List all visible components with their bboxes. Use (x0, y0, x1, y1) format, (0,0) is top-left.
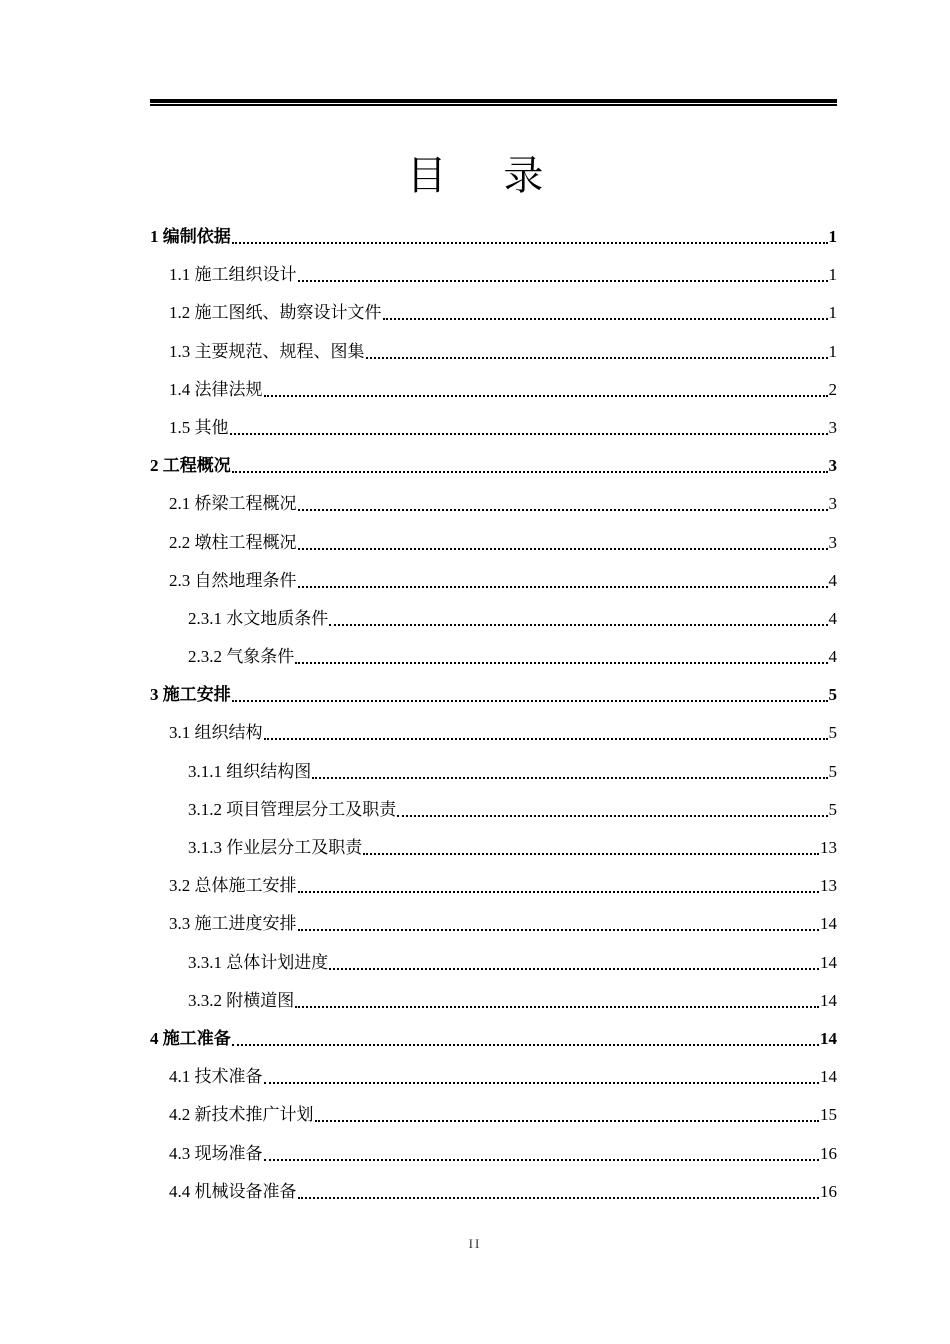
toc-entry-label: 2.3.2 气象条件 (188, 647, 295, 667)
toc-entry-label: 1.5 其他 (169, 417, 229, 437)
toc-entry-label: 2.3 自然地理条件 (169, 570, 297, 590)
toc-entry-label: 2 工程概况 (150, 456, 231, 476)
toc-entry[interactable] (150, 1103, 837, 1141)
toc-entry-page: 1 (828, 341, 837, 361)
toc-entry-page: 5 (828, 799, 837, 819)
toc-entry-page: 3 (828, 456, 837, 476)
toc-entry[interactable] (150, 416, 837, 454)
toc-entry[interactable] (150, 951, 837, 989)
toc-entry-label: 4.1 技术准备 (169, 1067, 263, 1087)
toc-dot-leader (230, 418, 828, 435)
toc-entry-page: 3 (828, 417, 837, 437)
toc-entry[interactable] (150, 798, 837, 836)
toc-entry[interactable] (150, 454, 837, 492)
toc-entry[interactable] (150, 607, 837, 645)
toc-dot-leader (363, 838, 819, 855)
toc-entry-label: 3 施工安排 (150, 685, 231, 705)
toc-entry[interactable] (150, 912, 837, 950)
toc-dot-leader (264, 723, 828, 740)
toc-entry[interactable] (150, 874, 837, 912)
toc-entry-label: 1 编制依据 (150, 227, 231, 246)
toc-dot-leader (232, 227, 828, 244)
toc-dot-leader (329, 953, 819, 970)
toc-entry-label: 4.2 新技术推广计划 (169, 1105, 314, 1125)
toc-entry-label: 3.3.1 总体计划进度 (188, 952, 329, 972)
toc-entry-page: 5 (828, 685, 837, 705)
toc-entry-page: 14 (820, 952, 837, 972)
toc-entry-page: 16 (820, 1181, 837, 1201)
toc-dot-leader (295, 991, 819, 1008)
toc-entry-label: 2.2 墩柱工程概况 (169, 532, 297, 552)
toc-entry-page: 3 (828, 532, 837, 552)
toc-entry-page: 5 (828, 723, 837, 743)
toc-entry[interactable] (150, 531, 837, 569)
toc-entry[interactable] (150, 1027, 837, 1065)
toc-dot-leader (298, 533, 828, 550)
toc-entry-label: 3.1.3 作业层分工及职责 (188, 838, 363, 857)
toc-entry-page: 14 (820, 1028, 837, 1048)
toc-entry-page: 16 (820, 1143, 837, 1163)
toc-dot-leader (329, 609, 827, 626)
toc-entry-page: 1 (828, 265, 837, 285)
toc-entry[interactable] (150, 225, 837, 263)
toc-dot-leader (298, 571, 828, 588)
toc-entry-page: 14 (820, 1067, 837, 1087)
toc-entry-label: 2.3.1 水文地质条件 (188, 608, 329, 628)
page-title: 目 录 (406, 153, 566, 199)
toc-entry-label: 3.2 总体施工安排 (169, 876, 297, 896)
toc-dot-leader (315, 1105, 820, 1122)
toc-entry-label: 1.3 主要规范、规程、图集 (169, 341, 365, 361)
toc-entry[interactable] (150, 645, 837, 683)
toc-entry[interactable] (150, 760, 837, 798)
toc-entry-page: 13 (820, 838, 837, 857)
toc-dot-leader (298, 876, 820, 893)
toc-dot-leader (264, 380, 828, 397)
toc-entry[interactable] (150, 263, 837, 301)
toc-entry[interactable] (150, 721, 837, 759)
toc-entry-label: 1.4 法律法规 (169, 379, 263, 399)
toc-entry-page: 4 (828, 570, 837, 590)
toc-dot-leader (232, 685, 828, 702)
toc-entry-page: 5 (828, 761, 837, 781)
toc-entry-label: 3.1 组织结构 (169, 723, 263, 743)
toc-entry-label: 2.1 桥梁工程概况 (169, 494, 297, 514)
toc-entry-page: 1 (828, 227, 837, 246)
toc-entry-label: 1.2 施工图纸、勘察设计文件 (169, 303, 382, 323)
toc-dot-leader (312, 762, 827, 779)
toc-entry-page: 14 (820, 990, 837, 1010)
toc-entry-label: 4 施工准备 (150, 1028, 231, 1048)
toc-entry[interactable] (150, 378, 837, 416)
toc-entry[interactable] (150, 989, 837, 1027)
table-of-contents (150, 225, 837, 1218)
toc-dot-leader (366, 342, 828, 359)
page-number: II (468, 1236, 482, 1251)
toc-entry-page: 2 (828, 379, 837, 399)
toc-entry-label: 1.1 施工组织设计 (169, 265, 297, 285)
toc-dot-leader (397, 800, 827, 817)
toc-entry-page: 3 (828, 494, 837, 514)
toc-entry[interactable] (150, 301, 837, 339)
toc-entry[interactable] (150, 340, 837, 378)
toc-entry[interactable] (150, 1180, 837, 1218)
toc-entry[interactable] (150, 569, 837, 607)
toc-entry[interactable] (150, 1142, 837, 1180)
toc-entry-page: 4 (828, 647, 837, 667)
toc-entry-page: 4 (828, 608, 837, 628)
toc-entry-page: 14 (820, 914, 837, 934)
toc-dot-leader (232, 1029, 819, 1046)
toc-dot-leader (298, 494, 828, 511)
toc-entry-label: 3.1.1 组织结构图 (188, 761, 312, 781)
toc-entry[interactable] (150, 1065, 837, 1103)
toc-entry-label: 3.3.2 附横道图 (188, 990, 295, 1010)
toc-dot-leader (264, 1144, 820, 1161)
toc-dot-leader (298, 1182, 820, 1199)
toc-entry[interactable] (150, 492, 837, 530)
toc-entry[interactable] (150, 683, 837, 721)
toc-dot-leader (383, 303, 828, 320)
toc-entry-page: 1 (828, 303, 837, 323)
toc-entry-label: 3.3 施工进度安排 (169, 914, 297, 934)
toc-entry-page: 13 (820, 876, 837, 896)
toc-entry-label: 4.4 机械设备准备 (169, 1181, 297, 1201)
toc-entry-page: 15 (820, 1105, 837, 1125)
toc-dot-leader (298, 914, 820, 931)
toc-dot-leader (295, 647, 827, 664)
header-rule-thick (150, 99, 837, 103)
header-rule-thin (150, 104, 837, 106)
toc-entry[interactable] (150, 836, 837, 874)
toc-dot-leader (232, 456, 828, 473)
toc-entry-label: 3.1.2 项目管理层分工及职责 (188, 799, 397, 819)
toc-dot-leader (298, 265, 828, 282)
toc-dot-leader (264, 1067, 820, 1084)
toc-entry-label: 4.3 现场准备 (169, 1143, 263, 1163)
